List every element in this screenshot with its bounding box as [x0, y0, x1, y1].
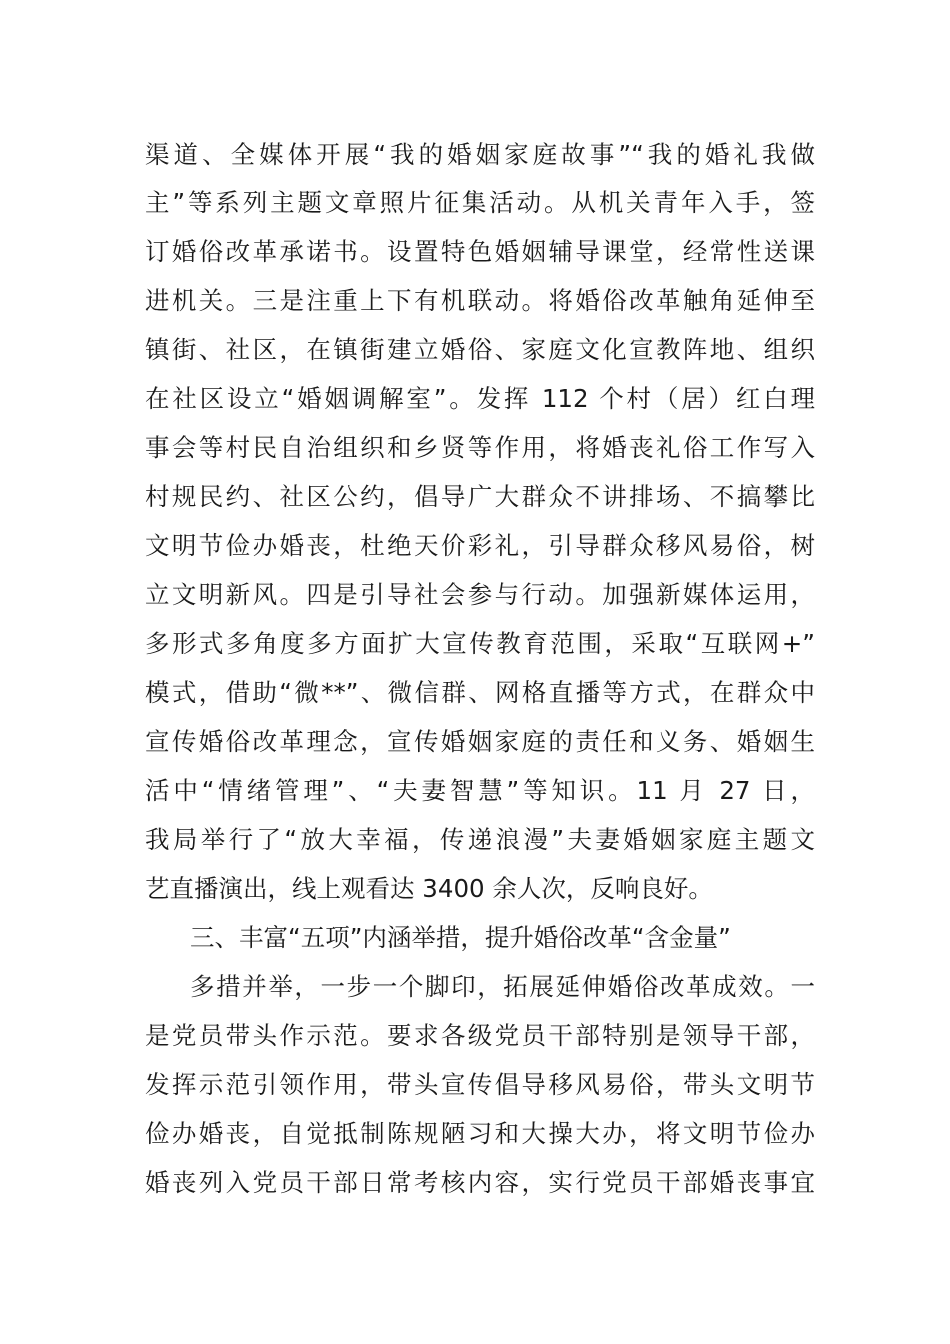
body-text-line: 艺直播演出，线上观看达 3400 余人次，反响良好。: [145, 874, 713, 903]
section-heading: 三、丰富“五项”内涵举措，提升婚俗改革“含金量”: [190, 923, 731, 952]
body-text-line: 村规民约、社区公约，倡导广大群众不讲排场、不搞攀比: [145, 482, 815, 511]
body-text-line: 进机关。三是注重上下有机联动。将婚俗改革触角延伸至: [145, 286, 815, 315]
body-text-line: 宣传婚俗改革理念，宣传婚姻家庭的责任和义务、婚姻生: [145, 727, 815, 756]
body-text-line: 模式，借助“微**”、微信群、网格直播等方式，在群众中: [145, 678, 815, 707]
body-text-line: 事会等村民自治组织和乡贤等作用，将婚丧礼俗工作写入: [145, 433, 815, 462]
body-text-line: 文明节俭办婚丧，杜绝天价彩礼，引导群众移风易俗，树: [145, 531, 815, 560]
body-text-line: 俭办婚丧，自觉抵制陈规陋习和大操大办，将文明节俭办: [145, 1119, 815, 1148]
body-text-line: 多措并举，一步一个脚印，拓展延伸婚俗改革成效。一: [190, 972, 815, 1001]
body-text-line: 订婚俗改革承诺书。设置特色婚姻辅导课堂，经常性送课: [145, 237, 815, 266]
body-text-line: 立文明新风。四是引导社会参与行动。加强新媒体运用，: [145, 580, 815, 609]
body-text-line: 我局举行了“放大幸福，传递浪漫”夫妻婚姻家庭主题文: [145, 825, 815, 854]
body-text-line: 在社区设立“婚姻调解室”。发挥 112 个村（居）红白理: [145, 384, 815, 413]
body-text-line: 婚丧列入党员干部日常考核内容，实行党员干部婚丧事宜: [145, 1168, 815, 1197]
body-text-line: 主”等系列主题文章照片征集活动。从机关青年入手，签: [145, 188, 815, 217]
body-text-line: 渠道、全媒体开展“我的婚姻家庭故事”“我的婚礼我做: [145, 140, 815, 169]
body-text-line: 镇街、社区，在镇街建立婚俗、家庭文化宣教阵地、组织: [145, 335, 815, 364]
body-text-line: 发挥示范引领作用，带头宣传倡导移风易俗，带头文明节: [145, 1070, 815, 1099]
body-text-line: 多形式多角度多方面扩大宣传教育范围，采取“互联网+”: [145, 629, 815, 658]
body-text-line: 活中“情绪管理”、“夫妻智慧”等知识。11 月 27 日，: [145, 776, 815, 805]
body-text-line: 是党员带头作示范。要求各级党员干部特别是领导干部，: [145, 1021, 815, 1050]
